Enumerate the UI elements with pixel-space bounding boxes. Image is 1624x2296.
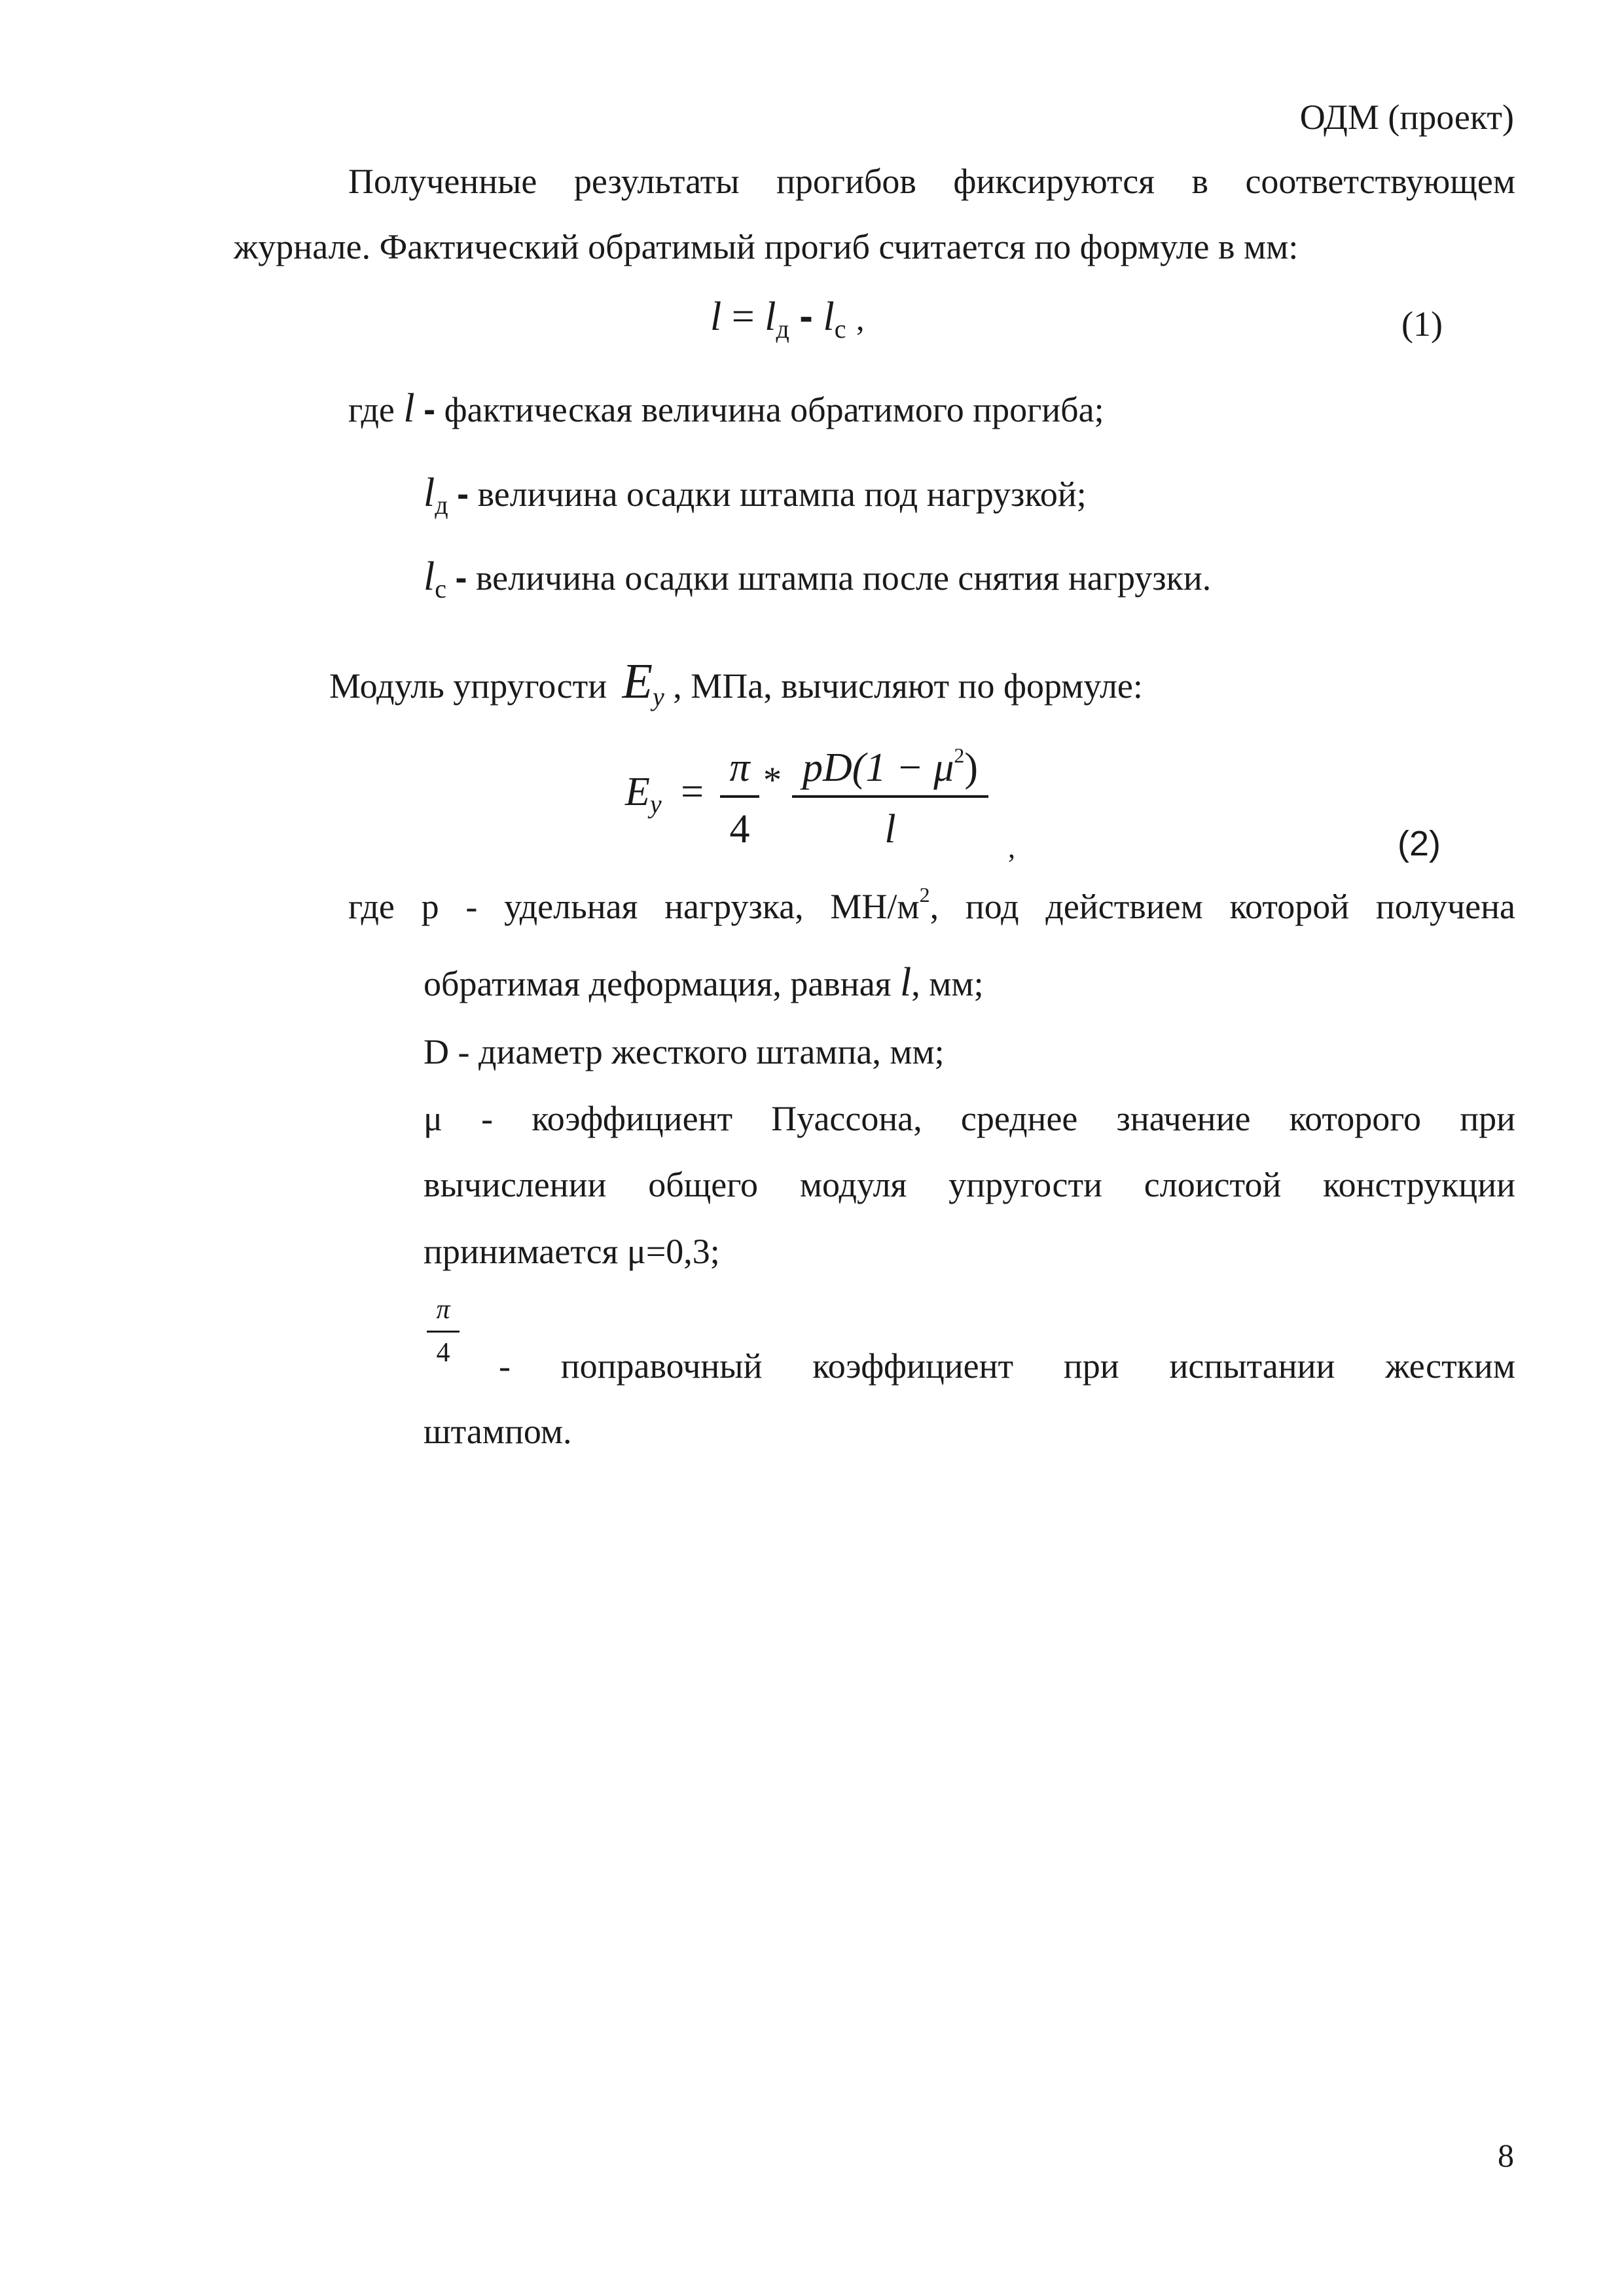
symbol-E: E bbox=[622, 654, 653, 709]
definition-text: фактическая величина обратимого прогиба; bbox=[444, 390, 1104, 429]
formula-symbol: E bbox=[625, 770, 650, 814]
fraction-denominator: l bbox=[884, 807, 896, 852]
numerator-expression: pD(1 − μ bbox=[802, 745, 954, 790]
fraction-bar bbox=[720, 795, 759, 798]
definition-text: где р - удельная нагрузка, МН/м bbox=[348, 887, 920, 926]
numerator-superscript: 2 bbox=[954, 744, 965, 768]
formula-operator: = bbox=[681, 770, 704, 814]
definition-text: обратимая деформация, равная bbox=[424, 964, 892, 1003]
formula-number: (1) bbox=[1401, 304, 1443, 344]
symbol-l: l bbox=[424, 554, 435, 599]
paragraph-line: Полученные результаты прогибов фиксируются в соответствующем bbox=[348, 162, 1515, 201]
symbol-subscript: y bbox=[653, 682, 664, 711]
symbol-subscript: д bbox=[435, 490, 448, 520]
definition-mu-line: вычислении общего модуля упругости слоистой конструкции bbox=[424, 1165, 1515, 1204]
definition-l bbox=[348, 388, 1104, 429]
small-fraction-denominator: 4 bbox=[436, 1338, 450, 1368]
definition-mu-line: μ - коэффициент Пуассона, среднее значение которого при bbox=[424, 1099, 1515, 1138]
formula-number: (2) bbox=[1398, 824, 1441, 863]
definition-text: величина осадки штампа под нагрузкой; bbox=[477, 475, 1087, 514]
symbol-l: l bbox=[403, 386, 415, 431]
formula-operator: = bbox=[731, 295, 755, 339]
symbol-l: l bbox=[900, 960, 912, 1005]
dash: - bbox=[457, 475, 469, 514]
numerator-close: ) bbox=[964, 745, 979, 790]
small-fraction-numerator: π bbox=[436, 1295, 450, 1325]
formula-comma: , bbox=[856, 300, 865, 337]
definition-text: , мм; bbox=[911, 964, 984, 1003]
intro-text: , МПа, вычисляют по формуле: bbox=[673, 666, 1143, 706]
formula-subscript: д bbox=[776, 314, 789, 344]
formula-subscript: y bbox=[649, 789, 662, 819]
symbol-l: l bbox=[424, 471, 435, 515]
symbol-subscript: с bbox=[435, 574, 446, 603]
definition-mu-line: принимается μ=0,3; bbox=[424, 1232, 720, 1271]
dash: - bbox=[455, 558, 467, 598]
formula-operator: * bbox=[763, 760, 782, 800]
small-fraction-bar bbox=[427, 1331, 460, 1333]
paragraph-line: журнале. Фактический обратимый прогиб считается по формуле в мм: bbox=[234, 227, 1299, 266]
definition-text: величина осадки штампа после снятия нагрузки. bbox=[475, 558, 1212, 598]
definition-text: , под действием которой получена bbox=[929, 887, 1515, 926]
formula-symbol: l bbox=[765, 295, 776, 339]
fraction-denominator: 4 bbox=[729, 807, 750, 852]
definition-p-line bbox=[424, 962, 984, 1003]
where-prefix: где bbox=[348, 390, 395, 429]
definition-correction-line: - поправочный коэффициент при испытании жестким bbox=[499, 1346, 1515, 1386]
formula-1 bbox=[710, 293, 865, 344]
formula-symbol: l bbox=[710, 295, 722, 339]
fraction-numerator: π bbox=[729, 745, 750, 790]
modulus-intro bbox=[329, 654, 1143, 711]
definition-correction-line: штампом. bbox=[424, 1412, 572, 1451]
formula-symbol: l bbox=[823, 295, 835, 339]
definition-d: D - диаметр жесткого штампа, мм; bbox=[424, 1032, 945, 1071]
fraction-numerator bbox=[792, 745, 988, 791]
formula-operator: - bbox=[799, 294, 813, 339]
formula-subscript: с bbox=[834, 314, 846, 344]
superscript: 2 bbox=[919, 883, 930, 906]
formula-2-lhs bbox=[625, 769, 704, 819]
document-header: ОДМ (проект) bbox=[1299, 98, 1514, 137]
fraction-bar bbox=[792, 795, 988, 798]
page-number: 8 bbox=[1498, 2137, 1514, 2174]
definition-p-line bbox=[348, 883, 1515, 926]
formula-comma: , bbox=[1008, 832, 1015, 864]
intro-text: Модуль упругости bbox=[329, 666, 607, 706]
dash: - bbox=[424, 390, 436, 429]
definition-lc bbox=[424, 554, 1212, 603]
definition-ld bbox=[424, 471, 1087, 520]
